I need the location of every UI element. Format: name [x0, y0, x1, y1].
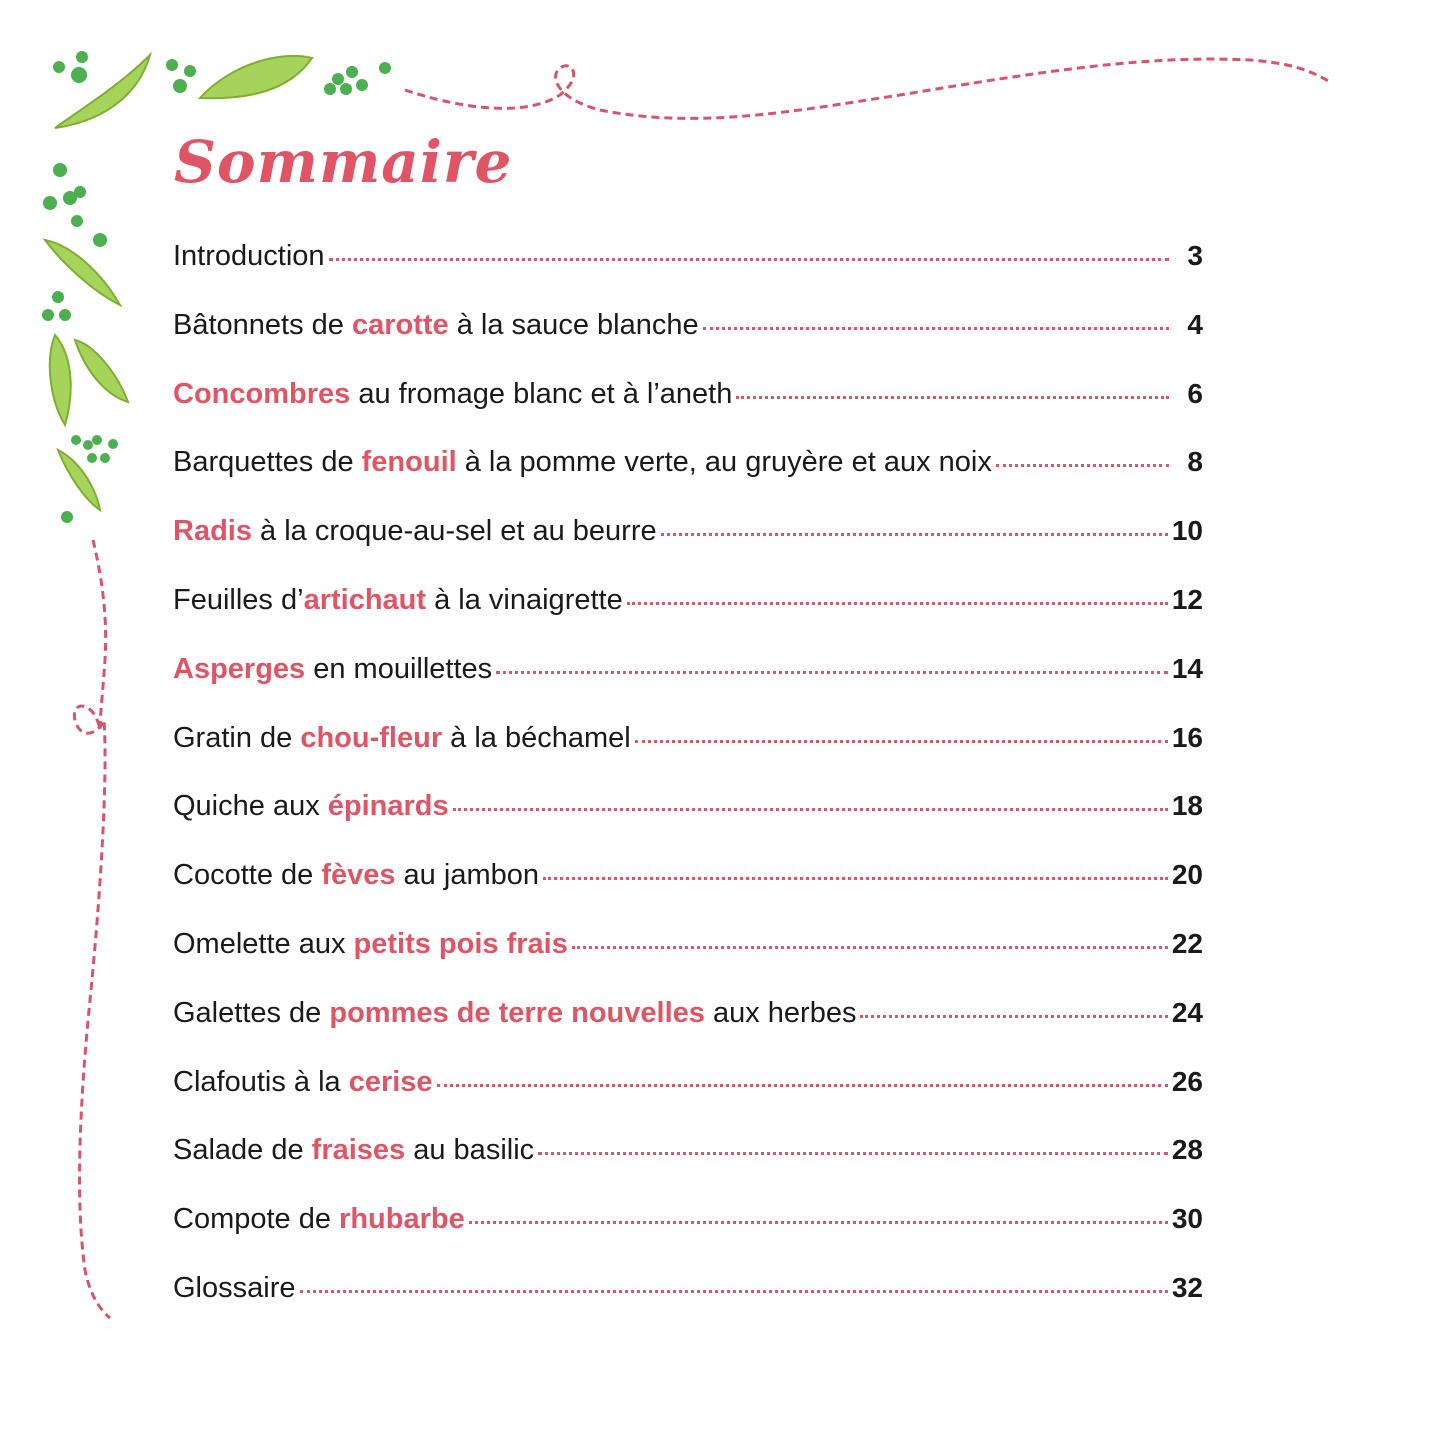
title-before: Introduction [173, 240, 325, 272]
page-number: 20 [1171, 859, 1203, 891]
page-number: 6 [1187, 377, 1203, 409]
toc-entry[interactable] [173, 928, 1203, 997]
toc-entry-title [173, 446, 992, 479]
title-after: au fromage blanc et à l’aneth [350, 377, 733, 410]
title-before: Cocotte de [173, 859, 322, 892]
toc-entry-title [173, 722, 631, 755]
toc-entry[interactable] [173, 240, 1203, 309]
page-number: 22 [1171, 927, 1203, 959]
title-after: à la vinaigrette [426, 583, 623, 616]
pea-pod-2 [200, 56, 312, 98]
title-highlight: fenouil [361, 446, 457, 479]
toc-entry[interactable] [173, 997, 1203, 1066]
title-highlight: rhubarbe [339, 1203, 465, 1236]
pea-pod-1 [55, 55, 150, 128]
title-after: en mouillettes [305, 652, 493, 685]
table-of-contents [173, 240, 1203, 1341]
page-number: 24 [1171, 996, 1203, 1028]
page-number: 10 [1171, 515, 1203, 547]
toc-entry-title [173, 1272, 296, 1305]
dot-leader [329, 258, 1169, 261]
toc-entry[interactable] [173, 584, 1203, 653]
title-after: à la pomme verte, au gruyère et aux noix [456, 446, 992, 479]
title-before: Clafoutis à la [173, 1065, 349, 1098]
title-highlight: chou-fleur [300, 721, 443, 754]
dot-leader [469, 1221, 1168, 1224]
title-before: Bâtonnets de [173, 308, 352, 341]
title-before: Feuilles d’ [173, 583, 304, 616]
pea-pod-6 [58, 450, 100, 510]
toc-entry[interactable] [173, 1272, 1203, 1341]
toc-entry[interactable] [173, 1203, 1203, 1272]
title-before: Omelette aux [173, 927, 354, 960]
toc-entry[interactable] [173, 653, 1203, 722]
dot-leader [627, 602, 1168, 605]
pea-pod-4 [50, 335, 71, 425]
toc-entry-title [173, 859, 539, 892]
toc-entry-title [173, 928, 568, 961]
title-highlight: Radis [173, 515, 252, 548]
toc-entry-title [173, 584, 623, 617]
title-highlight: épinards [327, 790, 449, 823]
toc-entry-title [173, 790, 449, 823]
title-before: Gratin de [173, 721, 301, 754]
pea-pod-5 [75, 340, 128, 402]
dashed-ribbon-left [74, 540, 110, 1318]
toc-entry-title [173, 309, 699, 342]
toc-entry-title [173, 378, 732, 411]
dot-leader [860, 1015, 1167, 1018]
dot-leader [572, 946, 1168, 949]
dot-leader [453, 808, 1168, 811]
dashed-ribbon-top [405, 59, 1330, 118]
page-number: 4 [1187, 308, 1203, 340]
page-number: 16 [1171, 721, 1203, 753]
title-after: au jambon [395, 859, 539, 892]
title-highlight: pommes de terre nouvelles [329, 996, 705, 1029]
toc-entry[interactable] [173, 1134, 1203, 1203]
toc-entry[interactable] [173, 1066, 1203, 1135]
page-number: 8 [1187, 446, 1203, 478]
pea-pod-3 [45, 240, 120, 305]
toc-entry[interactable] [173, 515, 1203, 584]
title-after: à la croque-au-sel et au beurre [251, 515, 657, 548]
toc-entry-title [173, 653, 492, 686]
page-number: 26 [1171, 1065, 1203, 1097]
title-highlight: cerise [348, 1065, 433, 1098]
title-highlight: carotte [351, 308, 449, 341]
toc-entry[interactable] [173, 446, 1203, 515]
title-before: Salade de [173, 1134, 312, 1167]
title-before: Compote de [173, 1203, 340, 1236]
page-number: 18 [1171, 790, 1203, 822]
title-after: au basilic [405, 1134, 535, 1167]
toc-entry-title [173, 240, 325, 273]
title-highlight: Concombres [173, 377, 351, 410]
dot-leader [437, 1084, 1168, 1087]
title-after: à la béchamel [442, 721, 631, 754]
dot-leader [996, 464, 1169, 467]
dot-leader [300, 1290, 1168, 1293]
title-before: Glossaire [173, 1271, 296, 1304]
toc-entry-title [173, 1066, 433, 1099]
dot-leader [661, 533, 1168, 536]
toc-entry[interactable] [173, 790, 1203, 859]
dot-leader [538, 1152, 1168, 1155]
title-highlight: artichaut [303, 583, 427, 616]
toc-entry[interactable] [173, 309, 1203, 378]
page-title: Sommaire [174, 128, 513, 196]
page-number: 32 [1171, 1271, 1203, 1303]
dot-leader [543, 877, 1168, 880]
toc-entry-title [173, 1203, 465, 1236]
page-number: 3 [1187, 240, 1203, 271]
title-highlight: fraises [311, 1134, 406, 1167]
page-number: 12 [1171, 583, 1203, 615]
title-before: Galettes de [173, 996, 330, 1029]
title-before: Quiche aux [173, 790, 328, 823]
title-highlight: petits pois frais [353, 927, 568, 960]
dot-leader [703, 327, 1169, 330]
title-highlight: fèves [321, 859, 396, 892]
dot-leader [736, 396, 1169, 399]
dot-leader [496, 671, 1168, 674]
title-highlight: Asperges [173, 652, 306, 685]
toc-entry-title [173, 515, 657, 548]
dot-leader [635, 740, 1168, 743]
toc-entry[interactable] [173, 859, 1203, 928]
page-number: 14 [1171, 652, 1203, 684]
title-after: à la sauce blanche [448, 308, 699, 341]
title-after: aux herbes [704, 996, 857, 1029]
page-number: 30 [1171, 1203, 1203, 1235]
page-number: 28 [1171, 1134, 1203, 1166]
title-before: Barquettes de [173, 446, 362, 479]
toc-entry-title [173, 1134, 534, 1167]
toc-entry[interactable] [173, 378, 1203, 447]
toc-entry-title [173, 997, 856, 1030]
toc-entry[interactable] [173, 722, 1203, 791]
